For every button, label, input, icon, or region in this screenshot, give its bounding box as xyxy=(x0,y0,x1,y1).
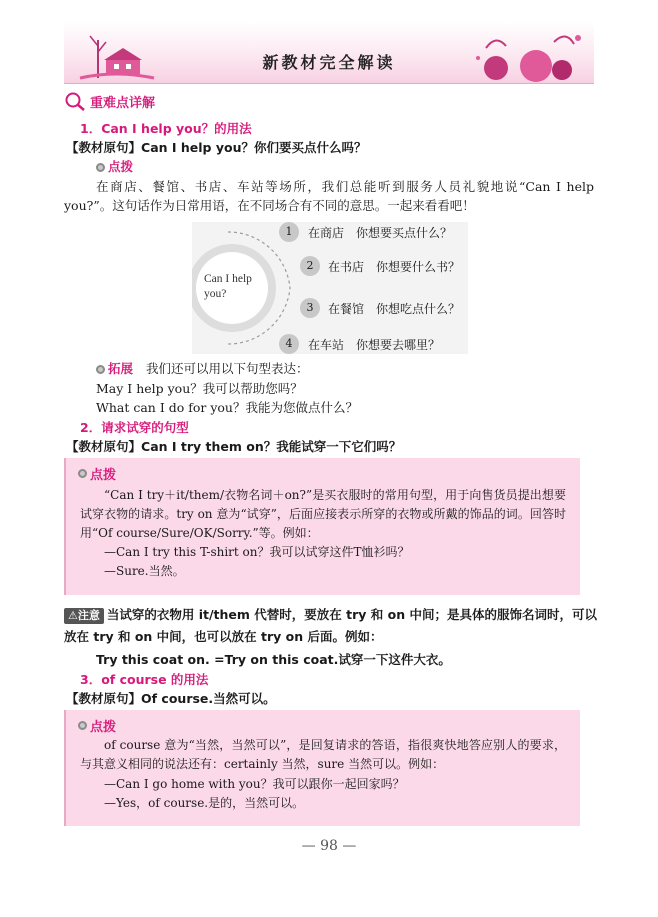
item3-heading: 3．of course 的用法 xyxy=(80,672,209,687)
item1-tip-text: 在商店、餐馆、书店、车站等场所，我们总能听到服务人员礼貌地说“Can I help you?”。这句话作为日常用语，在不同场合有不同的意思。一起来看看吧！ xyxy=(64,179,594,213)
extend-bullet-icon xyxy=(96,365,105,374)
diagram-row-3 xyxy=(328,300,460,317)
tip-bullet-icon xyxy=(96,163,105,172)
header-title: 新教材完全解读 xyxy=(262,53,396,72)
caution-badge-text: 注意 xyxy=(77,609,100,622)
diagram-row-2 xyxy=(328,258,460,275)
diagram-place-2: 在书店 xyxy=(328,260,365,274)
item2-source-text: Can I try them on？我能试穿一下它们吗？ xyxy=(141,439,402,454)
page-header xyxy=(64,22,594,84)
diagram-num-2: 2 xyxy=(306,259,314,272)
item2-example-1: —Can I try this T-shirt on？我可以试穿这件T恤衫吗？ xyxy=(104,545,410,559)
diagram-num-1: 1 xyxy=(285,225,293,238)
item2-example-2: —Sure.当然。 xyxy=(104,564,185,578)
diagram-meaning-2: 你想要什么书？ xyxy=(376,260,461,274)
caution-text: 当试穿的衣物用 it/them 代替时，要放在 try 和 on 中间；是具体的服饰名词时，可以放在 try 和 on 中间，也可以放在 try on 后面。例如： xyxy=(64,607,597,644)
item3-tip-text: of course 意为“当然，当然可以”，是回复请求的答语，指很爽快地答应别人的要求，与其意义相同的说法还有：certainly 当然，sure 当然可以。例如： xyxy=(80,738,566,771)
page-number: — 98 — xyxy=(301,838,357,854)
diagram-place-4: 在车站 xyxy=(308,338,345,352)
diagram-center-text: Can I help you? xyxy=(204,273,252,300)
item3-source xyxy=(66,690,276,708)
item1-source-label: 【教材原句】 xyxy=(66,140,142,155)
item2-heading: 2．请求试穿的句型 xyxy=(80,420,189,435)
item1-source xyxy=(66,139,366,157)
item3-source-text: Of course.当然可以。 xyxy=(141,691,276,706)
warning-icon: ⚠ xyxy=(68,609,78,622)
item3-tip-bullet-icon xyxy=(78,721,87,730)
flower-decoration xyxy=(466,28,586,82)
item3-tip-box xyxy=(64,710,580,826)
diagram-meaning-1: 你想要买点什么？ xyxy=(356,226,453,240)
diagram-num-3: 3 xyxy=(306,301,314,314)
section-heading xyxy=(64,90,155,112)
diagram-meaning-4: 你想要去哪里？ xyxy=(356,338,441,352)
item1-tip-heading xyxy=(96,158,133,176)
item3-source-label: 【教材原句】 xyxy=(66,691,142,706)
caution-example: Try this coat on. =Try on this coat.试穿一下这件大衣。 xyxy=(96,652,451,667)
item1-source-text: Can I help you？你们要买点什么吗？ xyxy=(141,140,367,155)
extend-text: 我们还可以用以下句型表达： xyxy=(146,361,309,376)
diagram-row-1 xyxy=(308,224,452,241)
section-title: 重难点详解 xyxy=(90,95,156,111)
diagram-row-4 xyxy=(308,336,440,353)
item2-source xyxy=(66,438,401,456)
item3-example-2: —Yes，of course.是的，当然可以。 xyxy=(104,796,305,810)
diagram-num-4: 4 xyxy=(285,337,293,350)
item3-tip-heading xyxy=(78,716,116,735)
usage-diagram xyxy=(192,222,468,354)
item2-tip-bullet-icon xyxy=(78,469,87,478)
extend-label: 拓展 xyxy=(108,361,134,376)
item2-tip-heading xyxy=(78,464,116,483)
diagram-place-1: 在商店 xyxy=(308,226,345,240)
diagram-place-3: 在餐馆 xyxy=(328,302,365,316)
item3-example-1: —Can I go home with you？我可以跟你一起回家吗？ xyxy=(104,777,405,791)
caution-badge xyxy=(64,608,104,624)
item2-tip-label: 点拨 xyxy=(90,468,117,483)
item2-source-label: 【教材原句】 xyxy=(66,439,142,454)
item3-tip-label: 点拨 xyxy=(90,720,117,735)
extend-line xyxy=(96,360,309,378)
extend-example-1: May I help you？我可以帮助您吗？ xyxy=(96,381,303,396)
item2-tip-box xyxy=(64,458,580,595)
extend-example-2: What can I do for you？我能为您做点什么？ xyxy=(96,400,358,415)
diagram-meaning-3: 你想吃点什么？ xyxy=(376,302,461,316)
item1-tip-label: 点拨 xyxy=(108,159,134,174)
caution-note xyxy=(64,604,604,648)
item2-tip-text: “Can I try＋it/them/衣物名词＋on?”是买衣服时的常用句型，用于向售货员提出想要试穿衣物的请求。try on 意为“试穿”，后面应接表示所穿的衣物或所戴的饰品的词。回答时用“Of course/Sure/OK/Sorry.”等。例如： xyxy=(80,488,566,540)
item1-heading: 1．Can I help you？的用法 xyxy=(80,121,252,136)
magnifier-icon xyxy=(64,91,86,111)
